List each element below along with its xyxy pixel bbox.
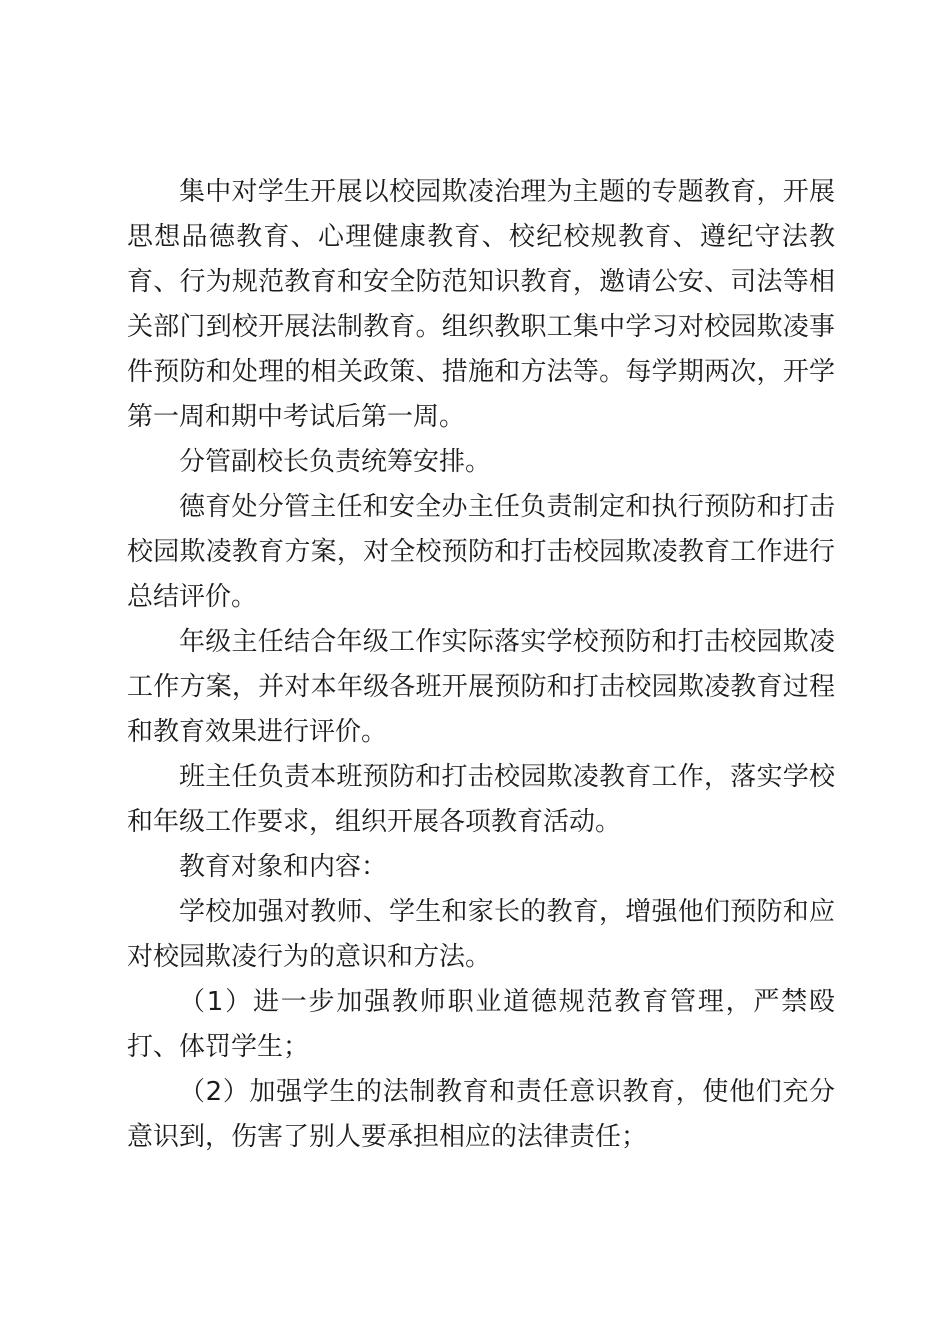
paragraph-grade-director: 年级主任结合年级工作实际落实学校预防和打击校园欺凌工作方案，并对本年级各班开展预防和打击校园欺凌教育过程和教育效果进行评价。 [127,627,835,747]
paragraph-item-2: （2）加强学生的法制教育和责任意识教育，使他们充分意识到，伤害了别人要承担相应的法律责任； [127,1077,835,1152]
paragraph-item-1: （1）进一步加强教师职业道德规范教育管理，严禁殴打、体罚学生； [127,987,835,1062]
paragraph-moral-office: 德育处分管主任和安全办主任负责制定和执行预防和打击校园欺凌教育方案，对全校预防和打击校园欺凌教育工作进行总结评价。 [127,492,835,612]
paragraph-vice-principal: 分管副校长负责统筹安排。 [179,447,492,477]
paragraph-education-targets-heading: 教育对象和内容： [179,852,388,882]
paragraph-class-teacher: 班主任负责本班预防和打击校园欺凌教育工作，落实学校和年级工作要求，组织开展各项教育活动。 [127,762,835,837]
paragraph-school-strengthens: 学校加强对教师、学生和家长的教育，增强他们预防和应对校园欺凌行为的意识和方法。 [127,897,835,972]
document-body [127,170,835,1160]
paragraph-special-education: 集中对学生开展以校园欺凌治理为主题的专题教育，开展思想品德教育、心理健康教育、校纪校规教育、遵纪守法教育、行为规范教育和安全防范知识教育，邀请公安、司法等相关部门到校开展法制教育。组织教职工集中学习对校园欺凌事件预防和处理的相关政策、措施和方法等。每学期两次，开学第一周和期中考试后第一周。 [127,177,835,432]
